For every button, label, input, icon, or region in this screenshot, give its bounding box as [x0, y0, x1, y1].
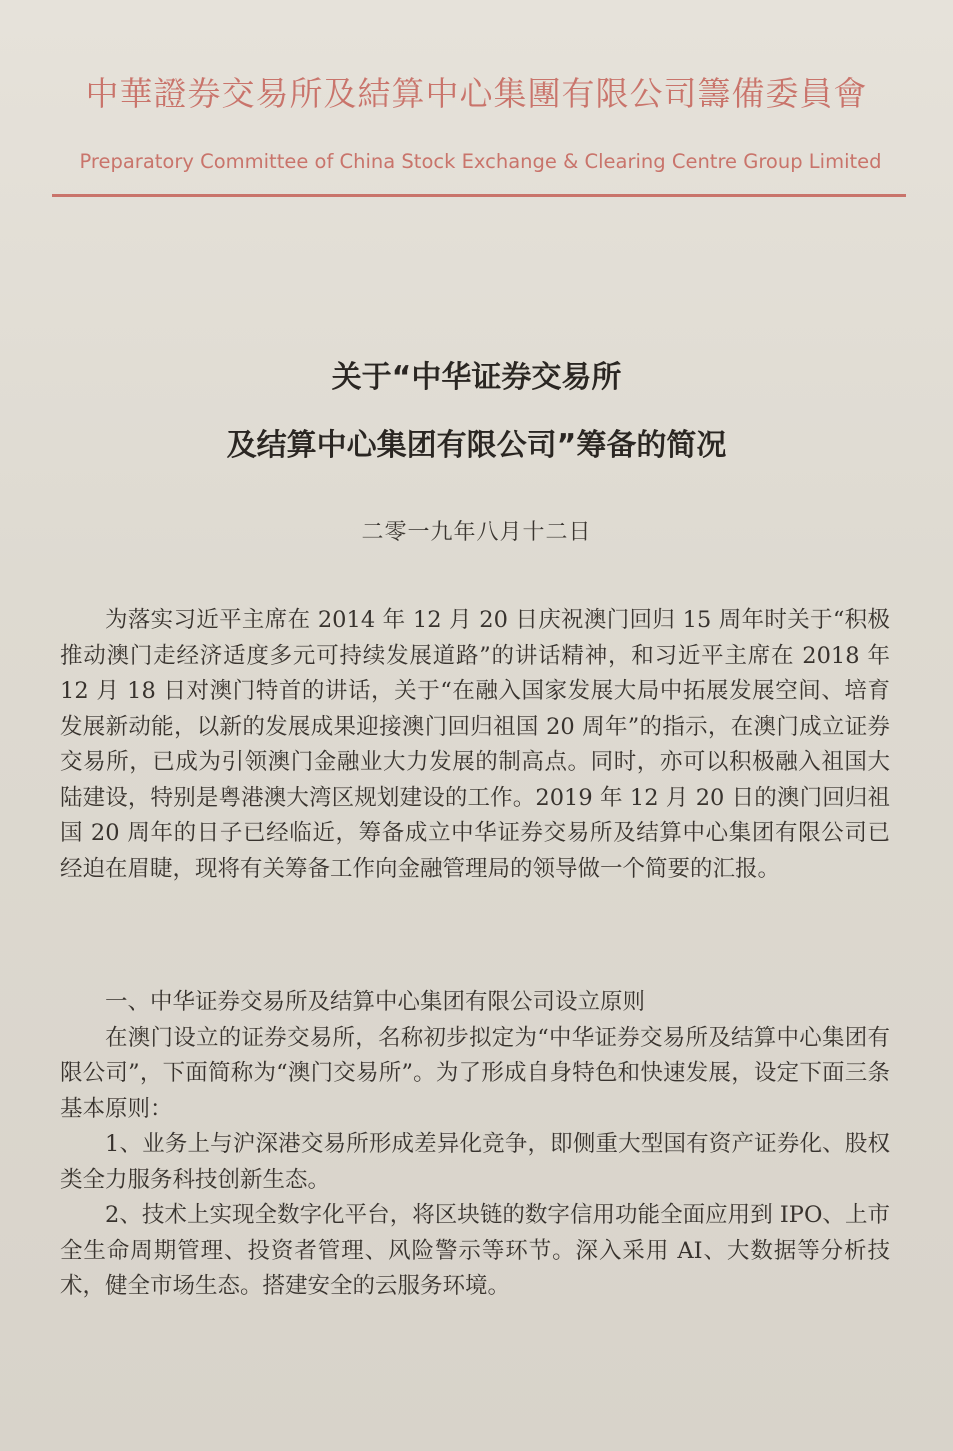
- letterhead-english-name: Preparatory Committee of China Stock Exchange & Clearing Centre Group Limited: [79, 150, 882, 173]
- letterhead-divider: [52, 194, 906, 197]
- section-1: [60, 985, 890, 1305]
- section-1-intro: 在澳门设立的证券交易所，名称初步拟定为“中华证券交易所及结算中心集团有限公司”，下面简称为“澳门交易所”。为了形成自身特色和快速发展，设定下面三条基本原则：: [60, 1024, 890, 1122]
- document-date: 二零一九年八月十二日: [361, 520, 592, 545]
- document-title-line-2: 及结算中心集团有限公司”筹备的简况: [226, 428, 727, 463]
- principle-2: 2、技术上实现全数字化平台，将区块链的数字信用功能全面应用到 IPO、上市全生命周期管理、投资者管理、风险警示等环节。深入采用 AI、大数据等分析技术，健全市场生态。搭建安全的云服务环境。: [60, 1202, 890, 1299]
- intro-paragraph: 为落实习近平主席在 2014 年 12 月 20 日庆祝澳门回归 15 周年时关于“积极推动澳门走经济适度多元可持续发展道路”的讲话精神，和习近平主席在 2018 年 12 月 18 日对澳门特首的讲话，关于“在融入国家发展大局中拓展发展空间、培育发展新动能，以新的发展成果迎接澳门回归祖国 20 周年”的指示，在澳门成立证券交易所，已成为引领澳门金融业大力发展的制高点。同时，亦可以积极融入祖国大陆建设，特别是粤港澳大湾区规划建设的工作。2019 年 12 月 20 日的澳门回归祖国 20 周年的日子已经临近，筹备成立中华证券交易所及结算中心集团有限公司已经迫在眉睫，现将有关筹备工作向金融管理局的领导做一个简要的汇报。: [60, 607, 890, 882]
- section-1-heading: 一、中华证券交易所及结算中心集团有限公司设立原则: [105, 989, 646, 1015]
- principle-1: 1、业务上与沪深港交易所形成差异化竞争，即侧重大型国有资产证券化、股权类全力服务科技创新生态。: [60, 1131, 890, 1193]
- letterhead-chinese-name: 中華證券交易所及結算中心集團有限公司籌備委員會: [85, 74, 868, 113]
- document-title-line-1: 关于“中华证券交易所: [331, 360, 622, 395]
